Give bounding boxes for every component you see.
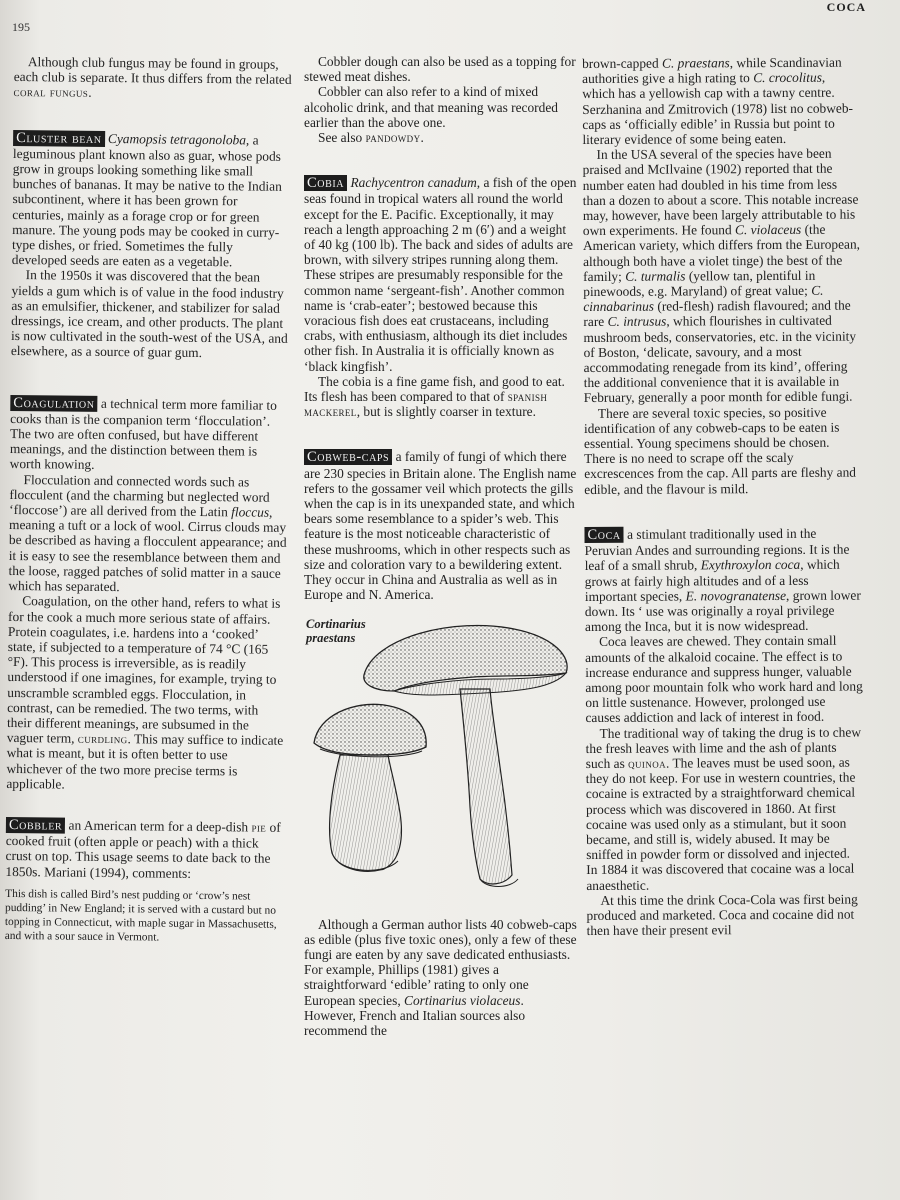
mushroom-drawing-icon [304, 617, 578, 917]
headword-cluster-bean: Cluster bean [13, 130, 105, 147]
paragraph: Coagulation, on the other hand, refers to what is for the cook a much more serious state of affairs. Protein coagulates, i.e. hardens into a ‘cooked’ state, if subjected to a temperature of 74 °C (165 °F). This process is irreversible, as is readily understood if one imagines, for example, trying to unscramble scrambled eggs. Flocculation, in contrast, can be remedied. The two terms, with their different meanings, are subsumed in the vaguer term, curdling. This may suffice to indicate what is meant, but it is often better to use whichever of the two more precise terms is applicable. [6, 593, 284, 792]
cross-ref-curdling: curdling [77, 730, 128, 747]
mushroom-illustration [304, 617, 578, 917]
paragraph: There are several toxic species, so positive identification of any cobweb-caps to be eaten is essential. Young specimens should be chosen. There is no need to scrape off the scaly excrescences from the cap. All parts are fleshy and edible, and the flavour is mild. [583, 404, 857, 497]
headword-coca: Coca [584, 527, 623, 543]
paragraph: In the 1950s it was discovered that the bean yields a gum which is of value in the food industry as an emulsifier, thickener, and stabilizer for salad dressings, ice cream, and other products. The plant is now cultivated in the south-west of the USA, and elsewhere, as a source of guar gum. [10, 267, 288, 361]
entry-cobia: Cobia Rachycentron canadum, a fish of the open seas found in tropical waters all round the world except for the E. Pacific. Exceptionally, it may reach a length approaching 2 m (6′) and a weight of 40 kg (100 lb). The back and sides of adults are brown, with silvery stripes running along them. These stripes are presumably responsible for the common name ‘sergeant-fish’. Another common name is ‘crab-eater’; bestowed because this voracious fish does eat crustaceans, including crabs, with enthusiasm, although its diet includes other fish. In Australia it is officially known as ‘black kingfish’. The cobia is a fine game fish, and good to eat. Its flesh has been compared to that of spanish mackerel, but is slightly coarser in texture. [304, 175, 577, 420]
cross-ref-coral-fungus: coral fungus. [13, 84, 93, 101]
paragraph: brown-capped C. praestans, while Scandinavian authorities give a high rating to C. crocolitus, which has a yellowish cap with a tawny centre. Serzhanina and Zmitrovich (1978) list no cobweb-caps as ‘officially edible’ in Russia but point to literary evidence of some being eaten. [582, 54, 854, 148]
headword-cobweb-caps: Cobweb-caps [304, 449, 392, 465]
paragraph: Coca leaves are chewed. They contain small amounts of the alkaloid cocaine. The effect is to increase endurance and suppress hunger, valuable among poor mountain folk who work hard and long on little sustenance. However, prolonged use causes addiction and lack of interest in food. [585, 632, 863, 726]
headword-cobia: Cobia [304, 175, 347, 191]
column-1 [5, 54, 292, 946]
entry-coagulation: Coagulation a technical term more familiar to cooks than is the companion term ‘flocculation’. The two are often confused, but have different meanings, and the distinction between them is worth knowing. Flocculation and connected words such as flocculent (and the charming but neglected word ‘floccose’) are all derived from the Latin floccus, meaning a tuft or a lock of wool. Cirrus clouds may be described as having a flocculent appearance; and it is easy to see the resemblance between them and the loose, ragged patches of solid matter in a sauce which has separated. Coagulation, on the other hand, refers to what is for the cook a much more serious state of affairs. Protein coagulates, i.e. hardens into a ‘cooked’ state, if subjected to a temperature of 74 °C (165 °F). This process is irreversible, as is readily understood if one imagines, for example, trying to unscramble scrambled eggs. Flocculation, in contrast, can be remedied. The two terms, with their different meanings, are subsumed in the vaguer term, curdling. This may suffice to indicate what is meant, but it is often better to use whichever of the two more precise terms is applicable. [6, 395, 288, 794]
paragraph: At this time the drink Coca-Cola was first being produced and marketed. Coca and cocaine did not then have their present evil [586, 891, 858, 939]
headword-coagulation: Coagulation [10, 395, 97, 412]
headword-cobbler: Cobbler [6, 817, 65, 834]
latin-name: Cyamopsis tetragonoloba [107, 130, 247, 148]
cross-ref-quinoa: quinoa [628, 755, 667, 771]
running-head: COCA [826, 0, 866, 14]
entry-coca: Coca a stimulant traditionally used in the Peruvian Andes and surrounding regions. It is the leaf of a small shrub, Exythroxylon coca, which grows at fairly high altitudes and of a less important species, E. novogranatense, grown lower down. Its ‘ use was originally a royal privilege among the Inca, but it is now widespread. Coca leaves are chewed. They contain small amounts of the alkaloid cocaine. The effect is to increase endurance and suppress hunger, valuable among poor mountain folk who work hard and long on little sustenance. However, prolonged use causes addiction and lack of interest in food. The traditional way of taking the drug is to chew the fresh leaves with lime and the ash of plants such as quinoa. The leaves must be used soon, as they do not keep. For use in western countries, the cocaine is extracted by a straightforward chemical process which was discovered in 1860. At first cocaine was used only as a stimulant, but it soon became, and still is, widely abused. It may be sniffed in powder form or dissolved and injected. In 1884 it was discovered that cocaine was a local anaesthetic. At this time the drink Coca-Cola was first being produced and marketed. Coca and cocaine did not then have their present evil [584, 525, 863, 939]
figure-caption: Cortinarius praestans [306, 616, 366, 645]
paragraph: The cobia is a fine game fish, and good to eat. Its flesh has been compared to that of spanish mackerel, but is slightly coarser in texture. [304, 373, 565, 420]
cross-ref-pandowdy: pandowdy. [365, 130, 425, 146]
paragraph: Cobbler dough can also be used as a topping for stewed meat dishes. [304, 54, 576, 85]
paragraph: Cobbler can also refer to a kind of mixed alcoholic drink, and that meaning was recorded earlier than the above one. [304, 84, 558, 130]
paragraph: In the USA several of the species have been praised and McIlvaine (1902) reported that the number eaten had doubled in his time from less than a dozen to about a score. This notable increase may, however, have been largely attributable to his own experiments. He found C. violaceus (the American variety, which differs from the European, although both have a violet tinge) the best of the family; C. turmalis (yellow tan, plentiful in pinewoods, e.g. Maryland) of great value; C. cinnabarinus (red-flesh) radish flavoured; and the rare C. intrusus, which flourishes in cultivated mushroom beds, conservatories, etc. in the vicinity of Boston, ‘delicate, savoury, and a most accommodating renegade from its kind’, offering the additional convenience that it is available in February, generally a poor month for edible fungi. [582, 145, 861, 406]
column-2 [304, 54, 578, 1038]
entry-cobbler: Cobbler an American term for a deep-dish pie of cooked fruit (often apple or peach) with a thick crust on top. This usage seems to date back to the 1850s. Mariani (1994), comments: This dish is called Bird’s nest pudding or ‘crow’s nest pudding’ in New England; it is served with a custard but no topping in Connecticut, with maple sugar in Massachusetts, and with a sour sauce in Vermont. [5, 817, 284, 946]
entry-cluster-bean: Cluster bean Cyamopsis tetragonoloba, a leguminous plant known also as guar, whose pods grow in groups looking something like small bunches of bananas. It may be native to the Indian subcontinent, where it has been grown for centuries, mainly as a forage crop or for green manure. The young pods may be cooked in curry-type dishes, or fried. Sometimes the fully developed seeds are eaten as a vegetable. In the 1950s it was discovered that the bean yields a gum which is of value in the food industry as an emulsifier, thickener, and stabilizer for salad dressings, ice cream, and other products. The plant is now cultivated in the south-west of the USA, and elsewhere, as a source of guar gum. [10, 129, 288, 361]
cross-ref-pie: pie [251, 819, 267, 835]
club-fungus-text: Although club fungus may be found in groups, each club is separate. It thus differs from the related coral fungus. [13, 54, 292, 101]
paragraph: Flocculation and connected words such as flocculent (and the charming but neglected word ‘floccose’) are all derived from the Latin floccus, meaning a tuft or a lock of wool. Cirrus clouds may be described as having a flocculent appearance; and it is easy to see the resemblance between them and the loose, ragged patches of solid matter in a sauce which has separated. [8, 471, 287, 595]
latin-name: Rachycentron canadum [350, 175, 477, 191]
block-quote: This dish is called Bird’s nest pudding or ‘crow’s nest pudding’ in New England; it is served with a custard but no topping in Connecticut, with maple sugar in Massachusetts, and with a sour sauce in Vermont. [4, 887, 277, 944]
cross-ref-spanish-mackerel: spanish mackerel [304, 389, 548, 420]
paragraph: The traditional way of taking the drug is to chew the fresh leaves with lime and the ash of plants such as quinoa. The leaves must be used soon, as they do not keep. For use in western countries, the cocaine is extracted by a straightforward chemical process which was discovered in 1860. At first cocaine was used only as a stimulant, but it soon became, and still is, widely abused. It may be sniffed in powder form or dissolved and injected. In 1884 it was discovered that cocaine was a local anaesthetic. [585, 724, 862, 893]
page-number: 195 [12, 20, 30, 34]
paragraph: Although a German author lists 40 cobweb-caps as edible (plus five toxic ones), only a few of these fungi are eaten by any save dedicated enthusiasts. For example, Phillips (1981) gives a straightforward ‘edible’ rating to only one European species, Cortinarius violaceus. However, French and Italian sources also recommend the [304, 916, 577, 1038]
paragraph: See also pandowdy. [318, 130, 425, 146]
column-3 [582, 55, 865, 939]
entry-cobweb-caps: Cobweb-caps a family of fungi of which there are 230 species in Britain alone. The English name refers to the gossamer veil which protects the gills when the cap is in its unexpanded state, and which bears some resemblance to a spider’s web. This feature is the most noticeable characteristic of these mushrooms, which in other respects such as size and coloration vary to a bewildering extent. They occur in China and Australia as well as in Europe and N. America. Cortinarius praestans Although a German author lists 40 cobweb-caps as edible (plus five toxic ones), only a few of these fungi are eaten by any save dedicated enthusiasts. For example, Phillips (1981) gives a straightforward ‘edible’ rating to only one European species, Cortinarius violaceus. However, French and Italian sources also recommend the [304, 449, 577, 1038]
